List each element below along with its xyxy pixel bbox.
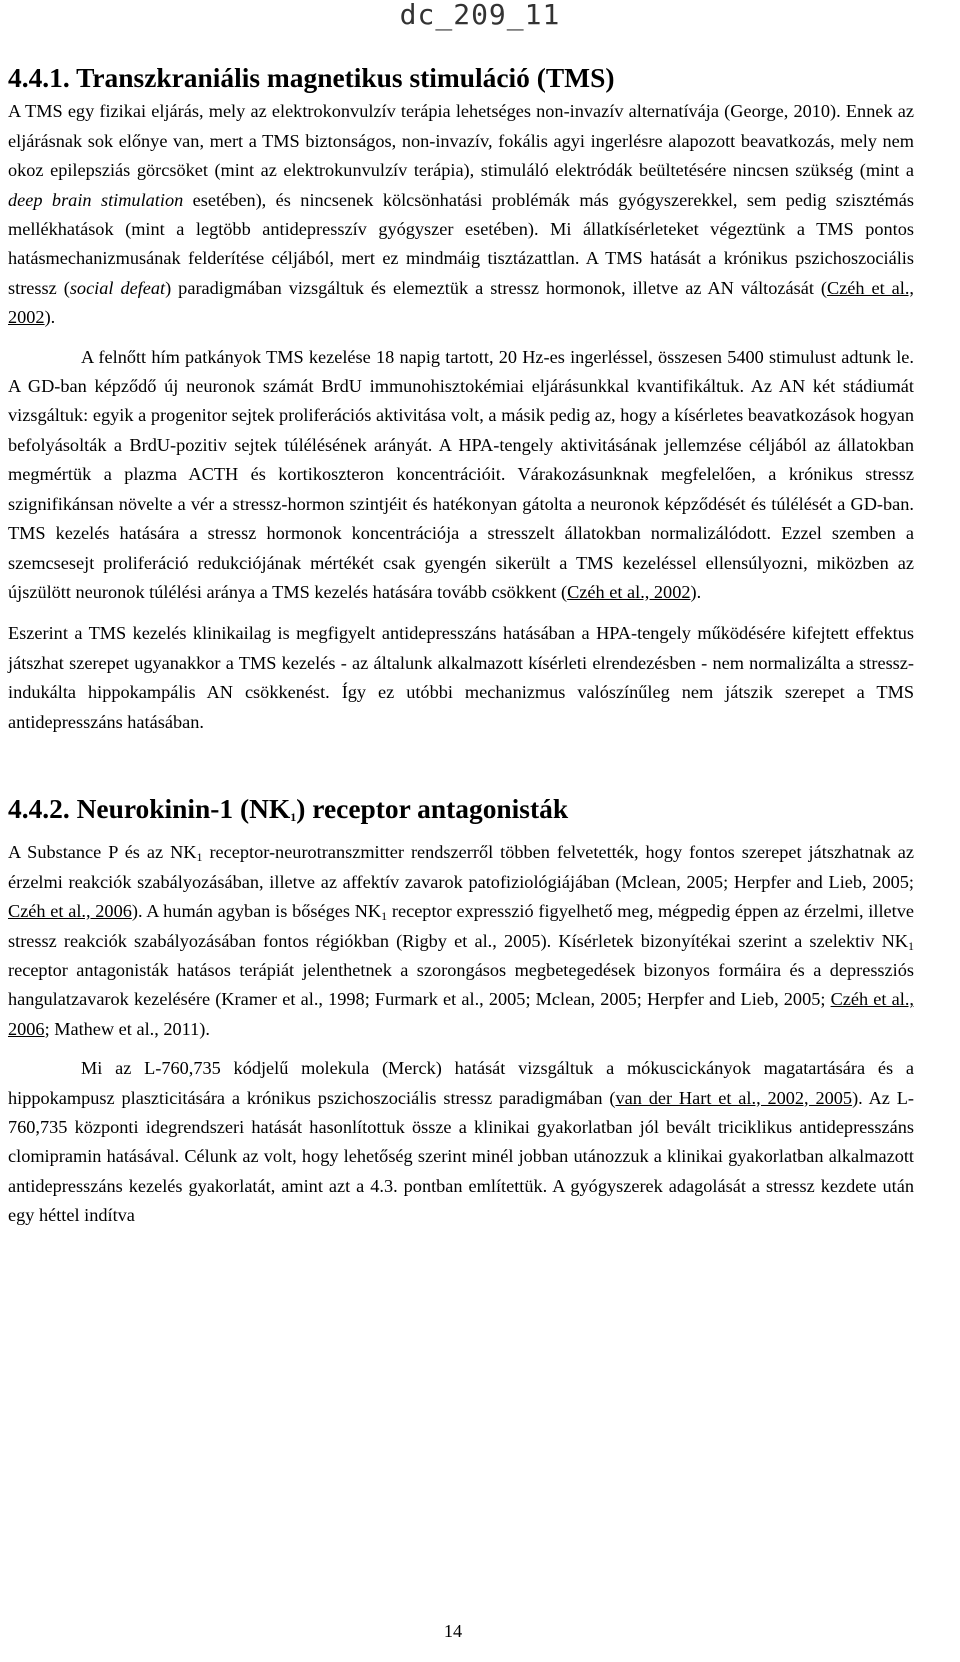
- text-run: receptor expresszió figyelhető meg, mégpedig éppen az érzelmi, illetve stressz reakciók szabályozásában fontos régiókban (Rigby et al., 2005). Kísérletek bizonyítékai szerint a szelektiv NK: [8, 901, 914, 951]
- paragraph-nk1-intro: [8, 838, 914, 1044]
- citation-link[interactable]: van der Hart et al., 2002, 2005: [615, 1087, 853, 1108]
- text-run: ). Az L-760,735 központi idegrendszeri hatását hasonlítottuk össze a klinikai gyakorlatban jól bevált triciklikus antidepresszáns clomipramin hatásával. Célunk az volt, hogy lehetőség szerint minél jobban utánozzuk a klinikai gyakorlatban alkalmazott antidepresszáns kezelés gyakorlatát, amint azt a 4.3. pontban említettük. A gyógyszerek adagolását a stressz kezdete után egy héttel indítva: [8, 1087, 915, 1226]
- text-run: receptor-neurotranszmitter rendszerről többen felvetették, hogy fontos szerepet játszhatnak az érzelmi reakciók szabályozásában, illetve az affektív zavarok patofiziológiájában (Mclean, 2005; Herpfer and Lieb, 2005;: [8, 842, 914, 892]
- text-run: ).: [44, 307, 56, 328]
- subscript: 1: [290, 809, 297, 824]
- citation-link[interactable]: Czéh et al., 2006: [8, 989, 914, 1039]
- citation-link[interactable]: Czéh et al., 2002: [8, 277, 915, 328]
- text-run: ).: [690, 581, 702, 602]
- paragraph-tms-conclusion: Eszerint a TMS kezelés klinikailag is megfigyelt antidepresszáns hatásában a HPA-tengely működésére kifejtett effektus játszhat szerepet ugyanakkor a TMS kezelés - az általunk alkalmazott kísérleti elrendezésben - nem normalizálta a stressz-indukálta hippokampális AN csökkenést. Így ez utóbbi mechanizmus valószínűleg nem játszik szerepet a TMS antidepresszáns hatásában.: [8, 623, 914, 732]
- paragraph-tms-intro: [8, 97, 914, 332]
- text-run: esetében), és nincsenek kölcsönhatási problémák más gyógyszerekkel, sem pedig szisztémás mellékhatások (mint a legtöbb antidepresszív gyógyszer esetében). Mi állatkísérleteket végeztünk a TMS pontos hatásmechanizmusának felderítése céljából, mert ez mindmáig tisztázattlan. A TMS hatását a krónikus pszichoszociális stressz (: [8, 189, 914, 298]
- citation-link[interactable]: Czéh et al., 2006: [8, 901, 132, 922]
- heading-text: ) receptor antagonisták: [296, 793, 569, 824]
- document-body: [8, 64, 914, 1231]
- italic-term: deep brain stimulation: [8, 189, 184, 210]
- text-run: A felnőtt hím patkányok TMS kezelése 18 napig tartott, 20 Hz-es ingerléssel, összesen 5400 stimulust adtunk le. A GD-ban képződő új neuronok számát BrdU immunohisztokémiai eljárásunkkal kvantifikáltuk. Az AN két stádiumát vizsgáltuk: egyik a progenitor sejtek proliferációs aktivitása volt, a másik pedig az, hogy a kísérletes beavatkozások hogyan befolyásolták a BrdU-pozitiv sejtek túlélésének arányát. A HPA-tengely aktivitásának jellemzése céljából az állatokban megmértük a plazma ACTH és kortikoszteron koncentrációit. Várakozásunknak megfelelően, a krónikus stressz szignifikánsan növelte a vér a stressz-hormon szintjéit és hatékonyan gátolta a neuronok képződését és túlélését a GD-ban. TMS kezelés hatására a stressz hormonok koncentrációja a stresszelt állatokban normalizálódott. Ezzel szemben a szemcsesejt proliferáció redukciójának mértékét csak gyengén sikerült a TMS kezeléssel ellensúlyozni, miközben az újszülött neuronok túlélési aránya a TMS kezelés hatására tovább csökkent (: [8, 346, 914, 602]
- citation-link[interactable]: Czéh et al., 2002: [567, 581, 691, 602]
- paragraph-tms-methods: [8, 343, 914, 608]
- section-heading-4-4-2: [8, 795, 914, 824]
- document-watermark: dc_209_11: [399, 0, 561, 31]
- text-run: ). A humán agyban is bőséges NK: [131, 901, 382, 922]
- subscript: 1: [381, 909, 388, 924]
- italic-term: social defeat: [69, 277, 166, 298]
- heading-text: 4.4.2. Neurokinin-1 (NK: [8, 793, 291, 824]
- text-run: ) paradigmában vizsgáltuk és elemeztük a stressz hormonok, illetve az AN változását (: [165, 277, 827, 298]
- subscript: 1: [908, 938, 914, 953]
- text-run: receptor antagonisták hatásos terápiát jelenthetnek a szorongásos megbetegedések bizonyos formáira és a depressziós hangulatzavarok kezelésére (Kramer et al., 1998; Furmark et al., 2005; Mclean, 2005; Herpfer and Lieb, 2005;: [8, 959, 914, 1010]
- text-run: Mi az L-760,735 kódjelű molekula (Merck) hatását vizsgáltuk a mókuscickányok magatartására és a hippokampusz plaszticitására a krónikus pszichoszociális stressz paradigmában (: [8, 1058, 914, 1108]
- subscript: 1: [196, 850, 203, 865]
- heading-text: 4.4.1. Transzkraniális magnetikus stimuláció (TMS): [8, 63, 615, 93]
- text-run: A TMS egy fizikai eljárás, mely az elektrokonvulzív terápia lehetséges non-invazív alternatívája (George, 2010). Ennek az eljárásnak sok előnye van, mert a TMS biztonságos, non-invazív, fokális agyi ingerlésre alapozott beavatkozás, mely nem okoz epilepsziás görcsöket (mint az elektrokunvulzív terápia), stimuláló elektródák beültetésére nincsen szükség (mint a: [8, 101, 914, 181]
- paragraph-nk1-study: [8, 1054, 914, 1230]
- text-run: ; Mathew et al., 2011).: [44, 1018, 210, 1039]
- text-run: A Substance P és az NK: [8, 842, 197, 863]
- page-number: 14: [443, 1621, 463, 1641]
- section-heading-4-4-1: [8, 64, 914, 93]
